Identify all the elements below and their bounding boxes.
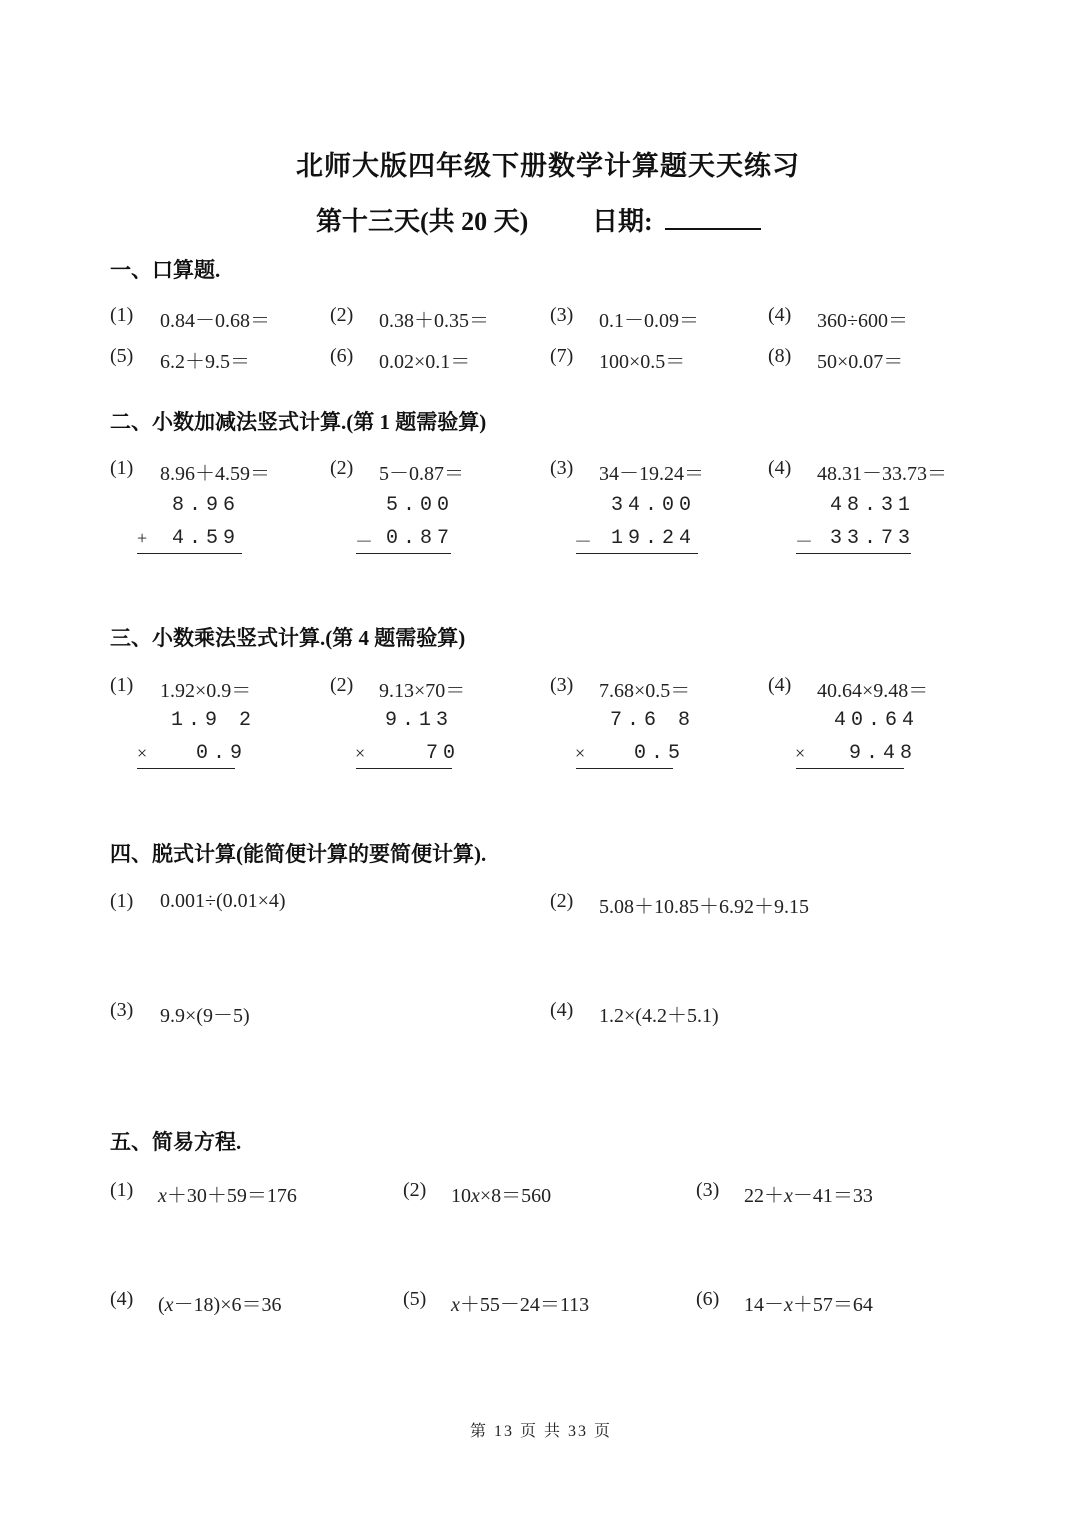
problem-expression: 0.02×0.1＝ — [379, 351, 471, 373]
item-number: (2) — [330, 457, 354, 479]
item-number: (4) — [768, 674, 792, 696]
vertical-rule — [137, 768, 235, 769]
equation — [744, 1288, 873, 1317]
problem-expression: 1.92×0.9＝ — [160, 680, 252, 702]
item-number: (8) — [768, 345, 792, 367]
item-number: (6) — [696, 1288, 720, 1310]
vertical-rule — [796, 768, 904, 769]
equation-part: －41＝33 — [792, 1185, 873, 1207]
equation — [158, 1179, 297, 1208]
problem-expression: 0.84－0.68＝ — [160, 310, 270, 332]
date-field — [592, 201, 761, 238]
date-blank-line — [665, 204, 761, 230]
variable-x: x — [164, 1294, 174, 1316]
problem-expression: 8.96＋4.59＝ — [160, 463, 270, 485]
item-number: (5) — [110, 345, 134, 367]
vertical-top-number: 48.31 — [830, 494, 916, 517]
item-number: (1) — [110, 304, 134, 326]
equation-part: ×8＝560 — [479, 1185, 552, 1207]
variable-x: x — [451, 1294, 460, 1316]
variable-x: x — [784, 1294, 793, 1316]
vertical-top-number: 1.9 2 — [171, 709, 257, 732]
vertical-bottom-number: 70 — [426, 742, 461, 765]
vertical-top-number: 9.13 — [385, 709, 454, 732]
vertical-bottom-number: 33.73 — [830, 527, 916, 550]
item-number: (1) — [110, 1179, 134, 1201]
equation — [451, 1179, 551, 1208]
item-number: (7) — [550, 345, 574, 367]
operator-sign: － — [574, 532, 592, 552]
item-number: (3) — [550, 457, 574, 479]
vertical-top-number: 34.00 — [611, 494, 697, 517]
problem-expression: 40.64×9.48＝ — [817, 680, 929, 702]
problem-expression: 0.38＋0.35＝ — [379, 310, 489, 332]
equation — [158, 1288, 282, 1317]
equation-part: －18)×6＝36 — [173, 1294, 282, 1316]
problem-expression: 34－19.24＝ — [599, 463, 704, 485]
operator-sign: + — [137, 528, 148, 548]
item-number: (2) — [550, 890, 574, 912]
operator-sign: × — [795, 743, 806, 763]
date-label: 日期: — [592, 207, 653, 236]
equation-part: ( — [158, 1294, 165, 1316]
section-heading: 二、小数加减法竖式计算.(第 1 题需验算) — [110, 410, 487, 434]
item-number: (2) — [330, 304, 354, 326]
problem-expression: 6.2＋9.5＝ — [160, 351, 250, 373]
item-number: (3) — [110, 999, 134, 1021]
variable-x: x — [158, 1185, 167, 1207]
vertical-bottom-number: 9.48 — [849, 742, 918, 765]
problem-expression: 50×0.07＝ — [817, 351, 904, 373]
vertical-rule — [356, 553, 451, 554]
vertical-top-number: 7.6 8 — [610, 709, 696, 732]
vertical-bottom-number: 0.87 — [386, 527, 455, 550]
vertical-bottom-number: 0.5 — [634, 742, 686, 765]
problem-expression: 5.08＋10.85＋6.92＋9.15 — [599, 896, 809, 918]
problem-expression: 7.68×0.5＝ — [599, 680, 691, 702]
equation — [744, 1179, 873, 1208]
problem-expression: 48.31－33.73＝ — [817, 463, 947, 485]
item-number: (1) — [110, 890, 134, 912]
variable-x: x — [471, 1185, 480, 1207]
problem-expression: 100×0.5＝ — [599, 351, 686, 373]
equation-part: 10 — [451, 1185, 471, 1207]
section-heading: 三、小数乘法竖式计算.(第 4 题需验算) — [110, 626, 466, 650]
problem-expression: 9.9×(9－5) — [160, 1005, 250, 1027]
item-number: (3) — [696, 1179, 720, 1201]
section-heading: 一、口算题. — [110, 258, 221, 282]
item-number: (1) — [110, 674, 134, 696]
item-number: (3) — [550, 304, 574, 326]
vertical-rule — [576, 768, 673, 769]
equation-part: ＋30＋59＝176 — [166, 1185, 297, 1207]
operator-sign: － — [795, 532, 813, 552]
vertical-top-number: 5.00 — [386, 494, 455, 517]
operator-sign: － — [355, 532, 373, 552]
operator-sign: × — [137, 743, 148, 763]
item-number: (4) — [768, 457, 792, 479]
vertical-top-number: 8.96 — [172, 494, 241, 517]
operator-sign: × — [355, 743, 366, 763]
vertical-rule — [576, 553, 698, 554]
equation-part: ＋55－24＝113 — [459, 1294, 590, 1316]
day-label: 第十三天(共 20 天) — [316, 207, 529, 236]
operator-sign: × — [575, 743, 586, 763]
item-number: (2) — [403, 1179, 427, 1201]
vertical-bottom-number: 19.24 — [611, 527, 697, 550]
item-number: (6) — [330, 345, 354, 367]
item-number: (4) — [550, 999, 574, 1021]
equation-part: 14－ — [744, 1294, 784, 1316]
item-number: (4) — [768, 304, 792, 326]
section-heading: 四、脱式计算(能简便计算的要简便计算). — [110, 842, 487, 866]
vertical-top-number: 40.64 — [834, 709, 920, 732]
page-title: 北师大版四年级下册数学计算题天天练习 — [296, 151, 800, 181]
item-number: (4) — [110, 1288, 134, 1310]
equation-part: ＋57＝64 — [792, 1294, 873, 1316]
vertical-bottom-number: 4.59 — [172, 527, 241, 550]
equation-part: 22＋ — [744, 1185, 784, 1207]
page-number-footer: 第 13 页 共 33 页 — [470, 1423, 613, 1440]
problem-expression: 5－0.87＝ — [379, 463, 464, 485]
item-number: (1) — [110, 457, 134, 479]
section-heading: 五、简易方程. — [110, 1130, 242, 1154]
vertical-rule — [356, 768, 452, 769]
variable-x: x — [784, 1185, 793, 1207]
equation — [451, 1288, 589, 1317]
vertical-rule — [796, 553, 911, 554]
vertical-rule — [137, 553, 242, 554]
problem-expression: 0.001÷(0.01×4) — [160, 890, 286, 912]
problem-expression: 360÷600＝ — [817, 310, 908, 332]
vertical-bottom-number: 0.9 — [196, 742, 248, 765]
problem-expression: 9.13×70＝ — [379, 680, 466, 702]
problem-expression: 1.2×(4.2＋5.1) — [599, 1005, 719, 1027]
item-number: (3) — [550, 674, 574, 696]
item-number: (2) — [330, 674, 354, 696]
problem-expression: 0.1－0.09＝ — [599, 310, 699, 332]
item-number: (5) — [403, 1288, 427, 1310]
